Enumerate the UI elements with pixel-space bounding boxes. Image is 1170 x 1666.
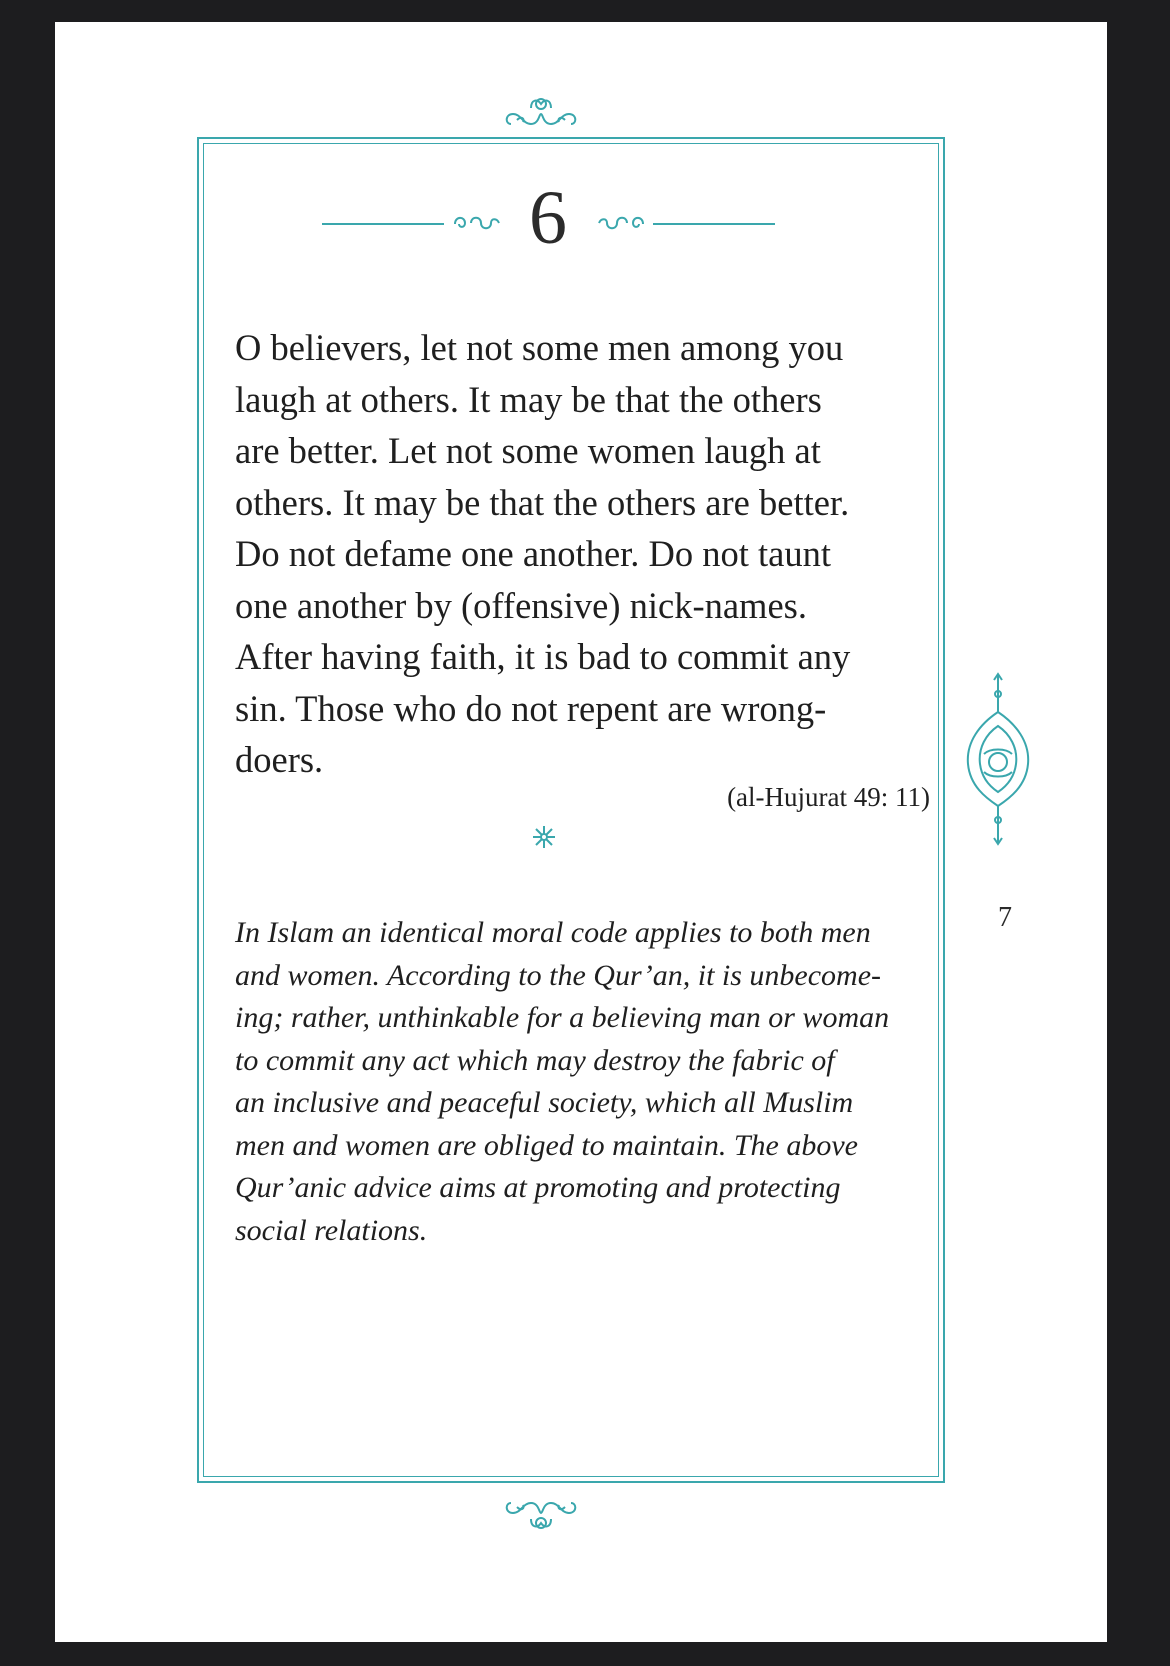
commentary-text: In Islam an identical moral code applies to both men and women. According to the Qur’an, it is unbecome- ing; rather, unthinkable for a believing man or woman to commit any act which may destroy the fabric of an inclusive and peaceful society, which all Muslim men and women are obliged to maintain. The above Qur’anic advice aims at promoting and protecting social relations. bbox=[235, 916, 890, 1247]
chapter-rule-right bbox=[653, 223, 775, 225]
chapter-rule-left bbox=[322, 223, 444, 225]
top-flourish-icon bbox=[503, 94, 579, 130]
verse-reference: (al-Hujurat 49: 11) bbox=[727, 782, 930, 812]
book-page bbox=[55, 22, 1107, 1642]
side-medallion-icon bbox=[960, 672, 1036, 847]
page-number: 7 bbox=[998, 902, 1012, 933]
bottom-flourish-icon bbox=[503, 1497, 579, 1533]
chapter-swirl-left-icon bbox=[453, 212, 503, 234]
chapter-number: 6 bbox=[529, 176, 567, 260]
star-divider-icon bbox=[532, 825, 556, 849]
verse-text: O believers, let not some men among you laugh at others. It may be that the others are better. Let not some women laugh at others. It may be that the others are better. Do not defame one another. Do not taunt one another by (offensive) nick-names. After having faith, it is bad to commit any sin. Those who do not repent are wrong- doers. bbox=[235, 327, 851, 780]
chapter-swirl-right-icon bbox=[595, 212, 645, 234]
